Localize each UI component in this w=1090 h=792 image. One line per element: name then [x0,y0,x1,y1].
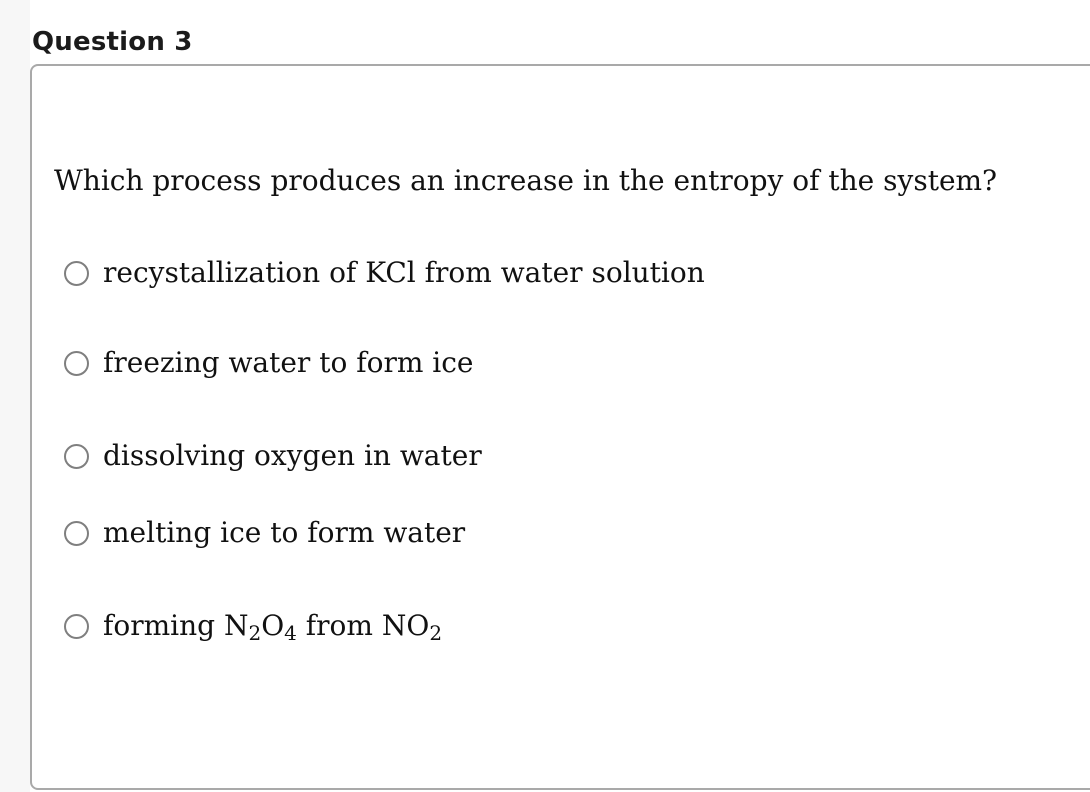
subscript-2: 2 [429,621,443,645]
question-title: Question 3 [32,27,193,57]
answer-option-label: dissolving oxygen in water [103,439,482,472]
formula-text: from NO [296,609,430,642]
answer-option-label [103,608,442,644]
answer-option-1[interactable] [64,253,705,293]
answer-option-4[interactable] [64,513,465,553]
radio-button-icon[interactable] [64,261,89,286]
radio-button-icon[interactable] [64,444,89,469]
question-prompt: Which process produces an increase in the entropy of the system? [54,164,998,197]
radio-button-icon[interactable] [64,521,89,546]
left-margin-strip [0,0,30,792]
answer-option-label: recystallization of KCl from water solution [103,256,705,289]
answer-option-label: melting ice to form water [103,516,466,549]
answer-option-2[interactable] [64,343,474,383]
formula-text: forming N [103,609,249,642]
radio-button-icon[interactable] [64,614,89,639]
answer-option-label: freezing water to form ice [103,346,474,379]
answer-option-3[interactable] [64,436,482,476]
formula-text: O [261,609,285,642]
subscript-2: 2 [248,621,262,645]
radio-button-icon[interactable] [64,351,89,376]
answer-option-5[interactable] [64,606,442,646]
subscript-4: 4 [284,621,297,645]
